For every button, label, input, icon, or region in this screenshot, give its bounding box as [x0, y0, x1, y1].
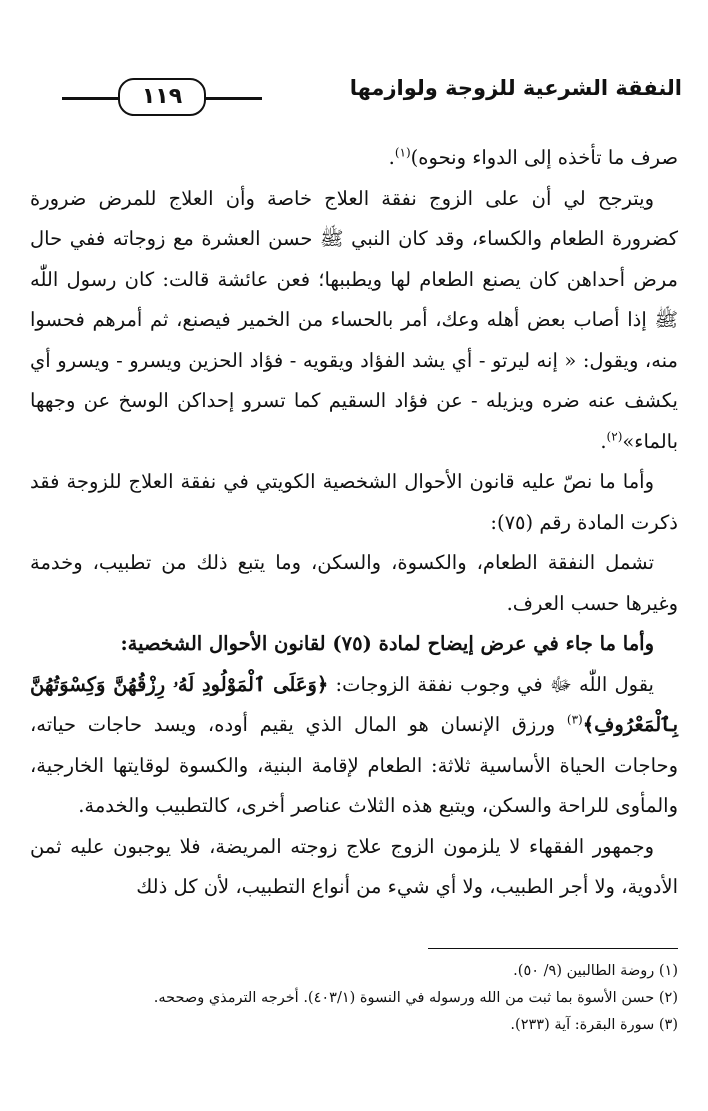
main-text — [30, 138, 678, 908]
footnote-2: (٢) حسن الأسوة بما ثبت من الله ورسوله في النسوة (٤٠٣/١). أخرجه الترمذي وصححه. — [153, 990, 678, 1006]
paragraph-2: ويترجح لي أن على الزوج نفقة العلاج خاصة وأن العلاج للمرض ضرورة كضرورة الطعام والكساء، وقد كان النبي ﷺ حسن العشرة مع زوجاته ففي حال مرض أحداهن كان يصنع الطعام لها ويطببها؛ فعن عائشة قالت: كان رسول اللّٰه ﷺ إذا أصاب بعض أهله وعك، أمر بالحساء من الخمير فيصنع، ثم أمرهم فحسوا منه، ويقول: « إنه ليرتو - أي يشد الفؤاد ويقويه - فؤاد الحزين ويسرو - ويسرو أي يكشف عنه ضره ويزيله - عن فؤاد السقيم كما تسرو إحداكن الوسخ عن وجهها بالماء»$^{(٢)}$. — [30, 186, 678, 453]
footnote-ref-1[interactable]: (١) — [394, 145, 411, 160]
footnote-1: (١) روضة الطالبين (٩/ ٥٠). — [513, 963, 678, 979]
running-header — [62, 68, 682, 118]
paragraph-4: تشمل النفقة الطعام، والكسوة، والسكن، وما يتبع ذلك من تطبيب، وخدمة وغيرها حسب العرف. — [30, 551, 678, 615]
paragraph-1: صرف ما تأخذه إلى الدواء ونحوه)$^{(١)}$. — [388, 145, 678, 169]
footnote-divider — [428, 948, 678, 949]
running-title: النفقة الشرعية للزوجة ولوازمها — [349, 76, 682, 100]
footnote-3: (٣) سورة البقرة: آية (٢٣٣). — [510, 1017, 678, 1033]
page-number: ١١٩ — [118, 78, 206, 116]
quran-verse: ﴿وَعَلَى ٱلْمَوْلُودِ لَهُۥ رِزْقُهُنَّ وَكِسْوَتُهُنَّ بِٱلْمَعْرُوفِ﴾ — [30, 672, 678, 736]
paragraph-7: وجمهور الفقهاء لا يلزمون الزوج علاج زوجته المريضة، فلا يوجبون عليه ثمن الأدوية، ولا أجر الطبيب، ولا أي شيء من أنواع التطبيب، لأن كل ذلك — [30, 834, 678, 898]
footnote-ref-2[interactable]: (٢) — [606, 429, 623, 443]
paragraph-6: يقول اللّٰه ﷻ في وجوب نفقة الزوجات: ﴿وَعَلَى ٱلْمَوْلُودِ لَهُۥ رِزْقُهُنَّ وَكِسْوَتُهُنَّ بِٱلْمَعْرُوفِ﴾$^{(٣)}$ ورزق الإنسان هو المال الذي يقيم أوده، ويسد حاجات حياته، وحاجات الحياة الأساسية ثلاثة: الطعام لإقامة البنية، والكسوة لوقايتها الخارجية، والمأوى للراحة والسكن، ويتبع هذه الثلاث عناصر أخرى، كالتطبيب والخدمة. — [30, 672, 678, 817]
paragraph-3: وأما ما نصّ عليه قانون الأحوال الشخصية الكويتي في نفقة العلاج للزوجة فقد ذكرت المادة رقم (٧٥): — [30, 470, 678, 534]
section-heading: وأما ما جاء في عرض إيضاح لمادة (٧٥) لقانون الأحوال الشخصية: — [120, 632, 654, 655]
footnote-ref-3[interactable]: (٣) — [566, 712, 583, 727]
footnotes — [30, 958, 678, 1039]
